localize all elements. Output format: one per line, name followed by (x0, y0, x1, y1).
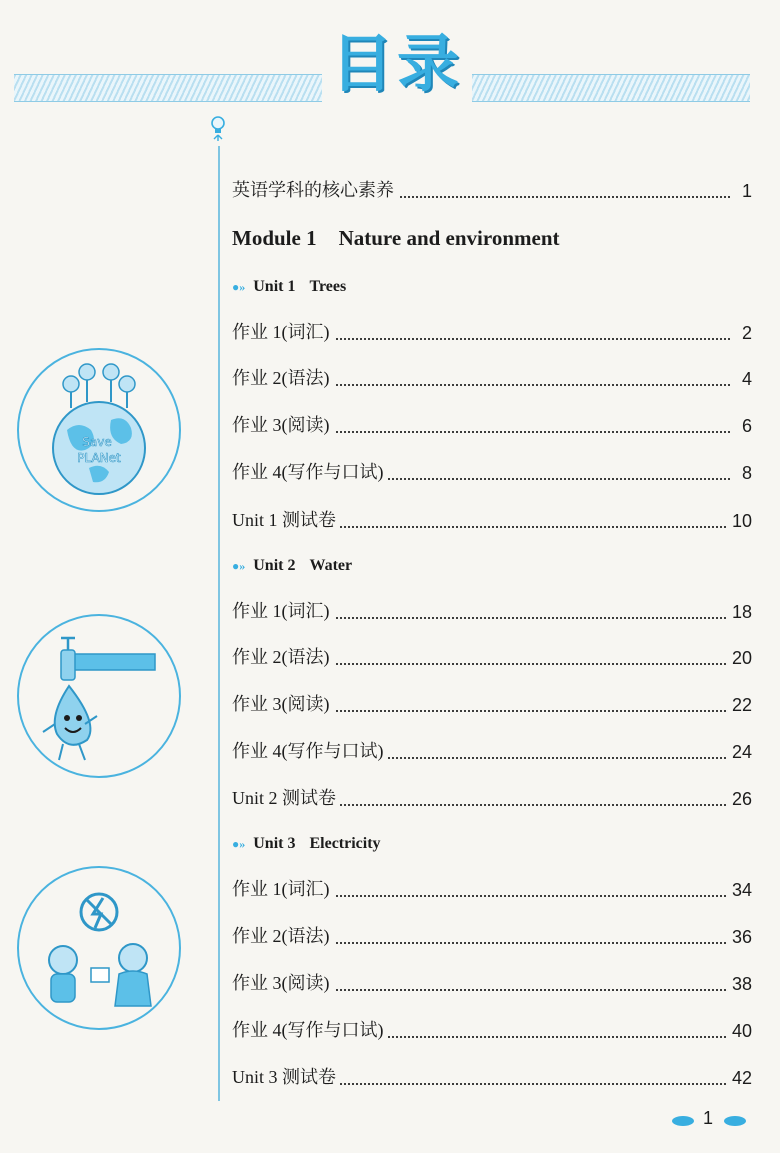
toc-entry-page: 26 (728, 789, 752, 810)
arrow-bullet-icon: ●» (232, 559, 246, 573)
save-planet-icon (19, 350, 179, 510)
unit-heading (232, 835, 381, 853)
toc-entry-label: Unit 1 测试卷 (232, 506, 340, 532)
save-text: Save (82, 435, 112, 449)
footer-ornament-left (672, 1116, 694, 1126)
toc-entry-label: 作业 3(阅读) (232, 690, 334, 716)
toc-entry-label: Unit 2 测试卷 (232, 784, 340, 810)
unit-number: Unit 1 (253, 278, 296, 295)
toc-entry-label: 作业 1(词汇) (232, 875, 334, 901)
divider-line (218, 146, 220, 1101)
toc-entry-page: 38 (728, 974, 752, 995)
toc-entry-page: 42 (728, 1068, 752, 1089)
unit-number: Unit 3 (253, 835, 296, 852)
toc-entry-page: 10 (728, 511, 752, 532)
unit-name: Electricity (309, 835, 381, 852)
module-name: Nature and environment (338, 226, 560, 250)
page-title: 目录 (322, 22, 472, 106)
toc-entry[interactable] (232, 318, 752, 348)
water-drop-faucet-icon (19, 616, 179, 776)
lightbulb-icon (210, 116, 226, 142)
toc-entry-page: 24 (728, 742, 752, 763)
toc-entry-label: 作业 1(词汇) (232, 597, 334, 623)
page-number: 1 (703, 1108, 714, 1128)
toc-entry-page: 22 (728, 695, 752, 716)
toc-entry[interactable] (232, 643, 752, 673)
toc-entry-page: 4 (738, 369, 752, 390)
toc-entry[interactable] (232, 597, 752, 627)
electricity-illustration (17, 866, 181, 1030)
toc-entry-page: 6 (738, 416, 752, 437)
toc-entry[interactable] (232, 784, 752, 814)
unit-number: Unit 2 (253, 557, 296, 574)
toc-entry-label: 作业 3(阅读) (232, 411, 334, 437)
toc-entry-page: 2 (738, 323, 752, 344)
toc-entry[interactable] (232, 875, 752, 905)
toc-entry[interactable] (232, 411, 752, 441)
water-illustration (17, 614, 181, 778)
unit-heading (232, 557, 352, 575)
toc-entry-page: 20 (728, 648, 752, 669)
toc-entry-page: 36 (728, 927, 752, 948)
toc-entry[interactable] (232, 969, 752, 999)
toc-entry-label: 作业 4(写作与口试) (232, 737, 388, 763)
toc-entry[interactable] (232, 1016, 752, 1046)
toc-entry-label: 英语学科的核心素养 (232, 176, 398, 202)
toc-entry-label: Unit 3 测试卷 (232, 1063, 340, 1089)
toc-entry-label: 作业 4(写作与口试) (232, 458, 388, 484)
unit-name: Trees (309, 278, 347, 295)
no-electricity-kids-icon (19, 868, 179, 1028)
toc-entry-intro[interactable] (232, 176, 752, 206)
toc-entry-label: 作业 2(语法) (232, 643, 334, 669)
toc-entry[interactable] (232, 458, 752, 488)
earth-illustration (17, 348, 181, 512)
toc-entry-page: 34 (728, 880, 752, 901)
unit-heading (232, 278, 346, 296)
unit-name: Water (309, 557, 353, 574)
toc-entry[interactable] (232, 690, 752, 720)
module-heading (232, 226, 560, 251)
arrow-bullet-icon: ●» (232, 280, 246, 294)
toc-entry-page: 18 (728, 602, 752, 623)
toc-entry-page: 40 (728, 1021, 752, 1042)
toc-entry-page: 1 (738, 181, 752, 202)
toc-entry-label: 作业 2(语法) (232, 364, 334, 390)
footer-ornament-right (724, 1116, 746, 1126)
toc-entry[interactable] (232, 737, 752, 767)
arrow-bullet-icon: ●» (232, 837, 246, 851)
toc-entry[interactable] (232, 1063, 752, 1093)
toc-entry[interactable] (232, 506, 752, 536)
toc-entry-label: 作业 1(词汇) (232, 318, 334, 344)
toc-entry-label: 作业 2(语法) (232, 922, 334, 948)
toc-entry[interactable] (232, 364, 752, 394)
table-of-contents (232, 0, 752, 1153)
toc-entry-page: 8 (738, 463, 752, 484)
planet-text: PLANet (77, 451, 121, 465)
toc-entry-label: 作业 3(阅读) (232, 969, 334, 995)
toc-entry-label: 作业 4(写作与口试) (232, 1016, 388, 1042)
toc-entry[interactable] (232, 922, 752, 952)
module-number: Module 1 (232, 226, 317, 250)
page-footer (672, 1106, 752, 1134)
